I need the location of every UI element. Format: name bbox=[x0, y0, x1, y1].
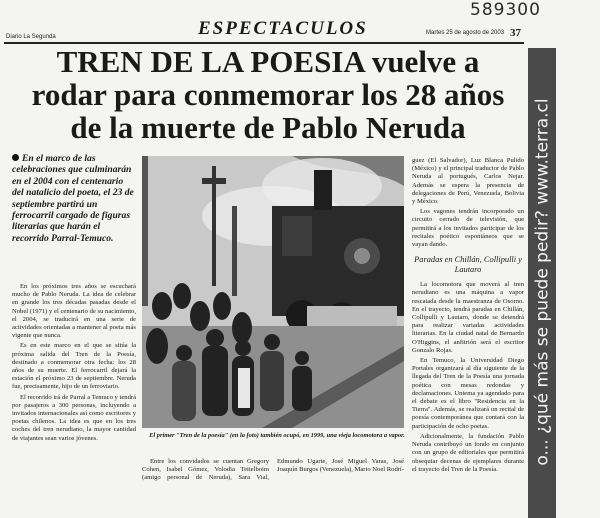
body-paragraph: En los próximos tres años se escuchará mucho de Pablo Neruda. La idea de celebrar en grande los tres décadas pasadas desde el Nobel (1971) y el centenario de su nacimiento, el 2004, se traducirá en una serie de actividades orientadas a mantener al poeta más vigente que nunca. bbox=[12, 283, 136, 340]
body-paragraph: El recorrido irá de Parral a Temuco y tendrá por pasajeros a 300 personas, incluyendo a invitados internacionales así como escritores y poetas chilenos. La idea es que en los tres coches del tren nerudiano, la mayor cantidad de viajantes sean varios jóvenes. bbox=[12, 393, 136, 442]
body-paragraph: Es en este marco en el que se sitúa la próxima salida del Tren de la Poesía, destinado a conmemorar otra fecha: los 28 años de su muerte. El ferrocarril dejará la estación el próximo 23 de septiembre. Neruda fue, precisamente, hijo de un ferroviario. bbox=[12, 342, 136, 391]
body-paragraph: Adicionalmente, la fundación Pablo Neruda contribuyó un fondo en conjunto con un grupo de editoriales que permitirá obsequiar decenas de ejemplares durante el trayecto del Tren de la Poesía. bbox=[412, 432, 524, 473]
train-photo bbox=[142, 156, 404, 428]
body-paragraph: Entre los convidados se cuentan Gregory Cohen, Isabel Gómez, Volodia Teitelboim (amigo personal de Neruda), Sara Vial, Edmundo Ugarte, José Miguel Varas, José Joaquín Burgos (Venezuela), Mario Noel Rodrí- bbox=[142, 458, 404, 482]
issue-date: Martes 25 de agosto de 2003 bbox=[426, 30, 505, 36]
body-paragraph: Los vagones tendrán incorporado un circuito cerrado de televisión, que permitirá a los invitados participar de los recitales poético espontáneos que se vayan dando. bbox=[412, 208, 524, 249]
body-paragraph: guez (El Salvador), Luz Blanca Pulido (México) y el principal traductor de Pablo Neruda al portugués, Carlos Nejar. Además se espera la presencia de delegaciones de Perú, Venezuela, Bolivia y México. bbox=[412, 157, 524, 206]
intro-text: En el marco de las celebraciones que culminarán en el 2004 con el centenario del natalicio del poeta, el 23 de septiembre partirá un ferrocarril cargado de figuras literarias que harán el recorrido Parral-Temuco. bbox=[12, 153, 134, 244]
handwritten-archive-number: 589300 bbox=[470, 0, 541, 20]
side-advertisement bbox=[528, 48, 556, 518]
intro-lead bbox=[12, 153, 134, 244]
body-column-3 bbox=[142, 458, 404, 483]
body-column-4 bbox=[412, 157, 524, 476]
publication-name: Diario La Segunda bbox=[6, 34, 56, 40]
headline-line-3: de la muerte de Pablo Neruda bbox=[70, 110, 466, 145]
body-paragraph: La locomotora que moverá al tren nerudiano es una máquina a vapor rescatada desde la maestranza de Osorno. En el trayecto, tendrá paradas en Chillán, Collipulli y Lautaro, donde se detendrá para realizar variadas actividades literarias. En la ciudad natal de Bernardo O'Higgins, el anfitrión será el escritor Gonzalo Rojas. bbox=[412, 281, 524, 354]
steam-train-illustration bbox=[142, 156, 404, 428]
section-title: ESPECTACULOS bbox=[198, 18, 368, 39]
subheading: Paradas en Chillán, Collipulli y Lautaro bbox=[414, 255, 522, 275]
page-number: 37 bbox=[510, 27, 521, 39]
bullet-icon bbox=[12, 154, 19, 161]
body-column-1 bbox=[12, 283, 136, 445]
headline-line-2: rodar para conmemorar los 28 años bbox=[31, 77, 505, 112]
advertisement-text: o... ¿qué más se puede pedir? www.terra.cl bbox=[532, 98, 553, 466]
photo-caption: El primer "Tren de la poesía" (en la foto) también ocupó, en 1999, una vieja locomotora a vapor. bbox=[149, 432, 405, 439]
headline bbox=[20, 45, 516, 144]
headline-line-1: TREN DE LA POESIA vuelve a bbox=[56, 44, 480, 79]
body-paragraph: En Temuco, la Universidad Diego Portales organizará al día siguiente de la llegada del Tren de la Poesía una jornada poética con mesas redondas y declamaciones. Untema ya agendado para el debate es el libro "Residencia en la Tierra". Además, se realizará un recital de poesía contemporánea que contará con la participación de ocho poetas. bbox=[412, 357, 524, 430]
